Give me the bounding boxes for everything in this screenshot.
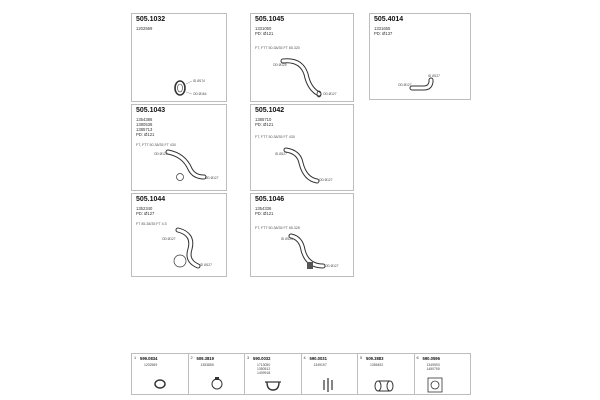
part-cell[interactable] [132,354,189,394]
part-cell[interactable] [189,354,246,394]
dim-label: OD Ø127 [162,237,176,241]
card-505-1043[interactable] [131,104,227,191]
part-index: 5 [360,356,363,360]
pipe-drawing [370,14,472,101]
card-505-1044[interactable] [131,193,227,277]
fitment-note: FT, FTT 50.38/35 FT 65.320 [255,46,300,50]
part-index: 3 [247,356,250,360]
dim-label: ID Ø127 [275,152,287,156]
card-505-1042[interactable] [250,104,354,191]
part-code: 599.0834 [140,356,158,361]
dim-label: OD Ø127 [398,83,412,87]
part-code: 505.1043 [136,107,166,114]
dim-label: OD Ø125 [154,152,168,156]
part-cell[interactable] [358,354,415,394]
fitment-note: FT 85.38/35 FT 4.5 [136,222,167,226]
dim-label: OD Ø127 [319,178,333,182]
flange-icon [415,354,471,396]
part-refs: 1713050 1350512 1409918 [257,363,271,375]
dim-label: ID Ø127 [428,74,440,78]
part-refs: 1355452 [370,363,384,367]
pipe-drawing [251,14,355,103]
ref-numbers: 1331050 PD: Ø121 [255,26,274,36]
ref-numbers: 1202569 [136,26,153,31]
ring-icon [132,354,188,396]
fitment-note: FT, FTT 50.38/35 FT 430 [255,135,295,139]
parts-strip [131,353,471,395]
part-index: 2 [190,356,193,360]
part-code: 590.0596 [422,356,440,361]
ref-numbers: 1385710 PD: Ø121 [255,117,274,127]
part-code: 505.1044 [136,196,166,203]
part-index: 1 [134,356,137,360]
part-code: 590.0031 [309,356,327,361]
part-index: 4 [303,356,306,360]
dim-label: OD Ø127 [325,264,339,268]
clamp-icon [189,354,245,396]
dim-label: OD Ø164 [193,92,207,96]
fitment-note: FT, FTT 50.38/35 FT 430 [136,143,176,147]
bracket-icon [302,354,358,396]
pipe-drawing [132,194,228,278]
part-code: 505.1045 [255,16,285,23]
part-cell[interactable] [415,354,471,394]
ref-numbers: 1354386 1380538 1385713 PD: Ø121 [136,117,155,137]
dim-label: OD Ø125 [273,63,287,67]
part-code: 505.1042 [255,107,285,114]
dim-label: ID Ø125 [281,237,293,241]
fitment-note: FT, FTT 50.38/35 FT 65.328 [255,226,300,230]
part-code: 505.1032 [136,16,166,23]
dim-label: ID Ø127 [200,263,212,267]
pipe-drawing [132,105,228,192]
part-refs: 1353855 [200,363,214,367]
pipe-drawing [251,194,355,278]
part-code: 509.3883 [366,356,384,361]
card-505-1046[interactable] [250,193,354,277]
part-code: 505.1046 [255,196,285,203]
part-refs: 1349593 1450755 [426,363,440,371]
ref-numbers: 1354336 PD: Ø121 [255,206,274,216]
dim-label: OD Ø127 [323,92,337,96]
part-code: 505.4014 [374,16,404,23]
dim-label: ID Ø174 [193,79,205,83]
ref-numbers: 1352340 PD: Ø127 [136,206,155,216]
pipe-drawing [251,105,355,192]
part-index: 6 [416,356,419,360]
card-505-4014[interactable] [369,13,471,100]
card-505-1032[interactable] [131,13,227,102]
part-cell[interactable] [302,354,359,394]
part-refs: 1349197 [313,363,327,367]
part-refs: 1202569 [144,363,158,367]
part-code: 590.0032 [253,356,271,361]
sleeve-icon [358,354,414,396]
clamp-drawing [132,14,228,103]
part-cell[interactable] [245,354,302,394]
u-bolt-icon [245,354,301,396]
card-505-1045[interactable] [250,13,354,102]
ref-numbers: 1331655 PD: Ø137 [374,26,393,36]
dim-label: OD Ø127 [205,176,219,180]
part-code: 509.3819 [196,356,214,361]
